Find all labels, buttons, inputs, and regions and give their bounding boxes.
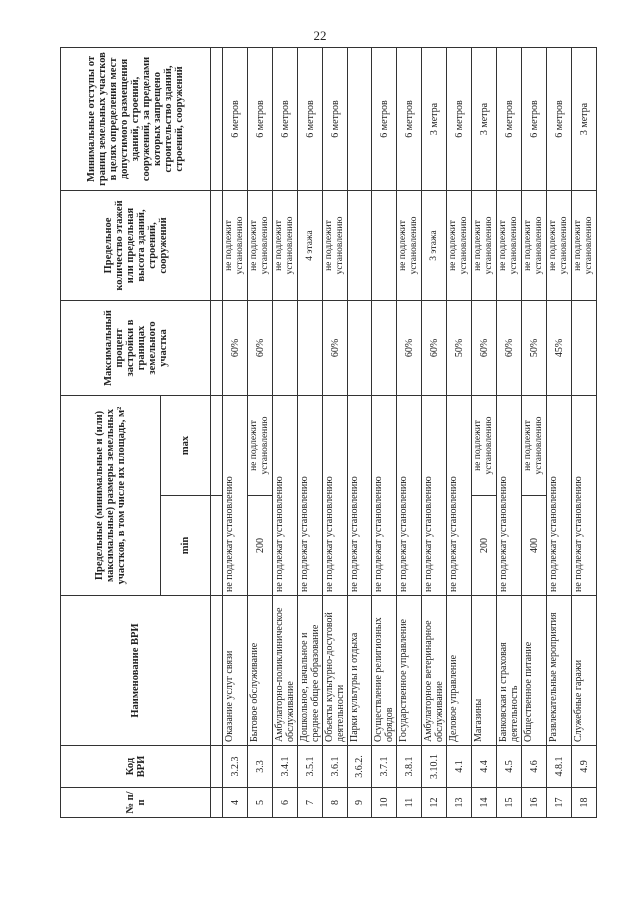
table-body xyxy=(223,47,597,817)
row-floors: не подлежит установлению xyxy=(323,190,348,300)
rotated-table-container xyxy=(60,48,594,818)
header-percent: Максимальный процент застройки в границах земельного участка xyxy=(61,300,211,395)
row-percent: 50% xyxy=(522,300,547,395)
row-size-min: 200 xyxy=(248,496,273,596)
row-size-merged: не подлежат установлению xyxy=(397,395,422,595)
row-floors: 3 этажа xyxy=(422,190,447,300)
row-name: Дошкольное, начальное и среднее общее образование xyxy=(298,596,323,746)
row-name: Бытовое обслуживание xyxy=(248,596,273,746)
row-setback: 3 метра xyxy=(572,47,597,190)
table-row xyxy=(522,47,547,817)
regulations-table xyxy=(60,47,597,818)
table-row xyxy=(223,47,248,817)
row-floors: не подлежит установлению xyxy=(547,190,572,300)
row-size-merged: не подлежат установлению xyxy=(298,395,323,595)
row-percent: 50% xyxy=(447,300,472,395)
header-code: Код ВРИ xyxy=(61,746,211,788)
row-setback: 6 метров xyxy=(372,47,397,190)
row-num: 6 xyxy=(273,788,298,818)
row-code: 3.3 xyxy=(248,746,273,788)
row-num: 13 xyxy=(447,788,472,818)
row-percent: 60% xyxy=(472,300,497,395)
row-size-max: не подлежит установлению xyxy=(522,395,547,495)
row-size-merged: не подлежат установлению xyxy=(323,395,348,595)
row-percent: 60% xyxy=(323,300,348,395)
row-percent xyxy=(348,300,372,395)
row-floors: не подлежит установлению xyxy=(273,190,298,300)
row-size-max: не подлежит установлению xyxy=(248,395,273,495)
row-setback: 6 метров xyxy=(248,47,273,190)
row-name: Банковская и страховая деятельность xyxy=(497,596,522,746)
row-setback: 6 метров xyxy=(497,47,522,190)
table-row xyxy=(298,47,323,817)
row-code: 4.9 xyxy=(572,746,597,788)
table-row xyxy=(273,47,298,817)
row-size-min: 200 xyxy=(472,496,497,596)
row-size-merged: не подлежат установлению xyxy=(547,395,572,595)
header-sizes: Предельные (минимальные и (или) максимальные) размеры земельных участков, в том числе их площадь, м² xyxy=(61,395,161,595)
row-setback: 6 метров xyxy=(323,47,348,190)
row-num: 4 xyxy=(223,788,248,818)
row-name: Амбулаторное ветеринарное обслуживание xyxy=(422,596,447,746)
row-size-merged: не подлежат установлению xyxy=(348,395,372,595)
row-name: Осуществление религиозных обрядов xyxy=(372,596,397,746)
row-num: 10 xyxy=(372,788,397,818)
spacer-row xyxy=(211,47,223,817)
row-floors xyxy=(348,190,372,300)
row-num: 12 xyxy=(422,788,447,818)
row-size-merged: не подлежат установлению xyxy=(223,395,248,595)
row-code: 4.1 xyxy=(447,746,472,788)
row-num: 14 xyxy=(472,788,497,818)
table-row xyxy=(248,47,273,817)
row-percent xyxy=(572,300,597,395)
table-row xyxy=(547,47,572,817)
table-row xyxy=(497,47,522,817)
table-row xyxy=(348,47,372,817)
row-floors xyxy=(372,190,397,300)
page-number: 22 xyxy=(313,28,327,43)
row-num: 11 xyxy=(397,788,422,818)
table-row xyxy=(422,47,447,817)
row-setback: 6 метров xyxy=(447,47,472,190)
row-percent: 60% xyxy=(223,300,248,395)
row-floors: не подлежит установлению xyxy=(472,190,497,300)
table-row xyxy=(323,47,348,817)
row-code: 3.6.1 xyxy=(323,746,348,788)
row-name: Служебные гаражи xyxy=(572,596,597,746)
row-num: 17 xyxy=(547,788,572,818)
row-name: Объекты культурно-досуговой деятельности xyxy=(323,596,348,746)
row-size-merged: не подлежат установлению xyxy=(447,395,472,595)
row-name: Государственное управление xyxy=(397,596,422,746)
row-percent: 60% xyxy=(397,300,422,395)
row-percent: 45% xyxy=(547,300,572,395)
row-floors: не подлежит установлению xyxy=(447,190,472,300)
header-num: № п/п xyxy=(61,788,211,818)
row-floors: не подлежит установлению xyxy=(572,190,597,300)
row-percent: 60% xyxy=(248,300,273,395)
row-size-min: 400 xyxy=(522,496,547,596)
row-num: 16 xyxy=(522,788,547,818)
row-code: 4.4 xyxy=(472,746,497,788)
row-num: 18 xyxy=(572,788,597,818)
row-name: Оказание услуг связи xyxy=(223,596,248,746)
row-num: 9 xyxy=(348,788,372,818)
row-name: Деловое управление xyxy=(447,596,472,746)
row-size-merged: не подлежат установлению xyxy=(572,395,597,595)
row-percent xyxy=(273,300,298,395)
row-code: 3.5.1 xyxy=(298,746,323,788)
header-floors: Предельное количество этажей или предельная высота зданий, строений, сооружений xyxy=(61,190,211,300)
row-setback: 6 метров xyxy=(298,47,323,190)
row-setback xyxy=(348,47,372,190)
row-floors: не подлежит установлению xyxy=(223,190,248,300)
table-row xyxy=(447,47,472,817)
row-size-max: не подлежит установлению xyxy=(472,395,497,495)
row-code: 4.5 xyxy=(497,746,522,788)
row-num: 15 xyxy=(497,788,522,818)
table-row xyxy=(572,47,597,817)
table-row xyxy=(372,47,397,817)
row-name: Магазины xyxy=(472,596,497,746)
row-percent: 60% xyxy=(422,300,447,395)
row-percent xyxy=(372,300,397,395)
header-min: min xyxy=(161,496,211,596)
row-code: 3.7.1 xyxy=(372,746,397,788)
row-setback: 6 метров xyxy=(223,47,248,190)
table-row xyxy=(397,47,422,817)
row-code: 3.2.3 xyxy=(223,746,248,788)
row-size-merged: не подлежат установлению xyxy=(372,395,397,595)
row-size-merged: не подлежат установлению xyxy=(273,395,298,595)
header-row xyxy=(61,47,161,817)
row-floors: не подлежит установлению xyxy=(248,190,273,300)
row-name: Амбулаторно-поликлиническое обслуживание xyxy=(273,596,298,746)
header-setback: Минимальные отступы от границ земельных участков в целях определения мест допустимого размещения зданий, строений, сооружений, за пределами которых запрещено строительство зданий, строений, сооружений xyxy=(61,47,211,190)
row-code: 3.8.1 xyxy=(397,746,422,788)
row-num: 8 xyxy=(323,788,348,818)
row-setback: 3 метра xyxy=(422,47,447,190)
row-setback: 6 метров xyxy=(522,47,547,190)
row-percent xyxy=(298,300,323,395)
row-setback: 3 метра xyxy=(472,47,497,190)
row-floors: не подлежит установлению xyxy=(497,190,522,300)
row-code: 3.10.1 xyxy=(422,746,447,788)
row-name: Общественное питание xyxy=(522,596,547,746)
row-code: 3.4.1 xyxy=(273,746,298,788)
row-size-merged: не подлежат установлению xyxy=(422,395,447,595)
row-size-merged: не подлежат установлению xyxy=(497,395,522,595)
row-setback: 6 метров xyxy=(273,47,298,190)
row-name: Парки культуры и отдыха xyxy=(348,596,372,746)
row-setback: 6 метров xyxy=(547,47,572,190)
row-floors: не подлежит установлению xyxy=(397,190,422,300)
row-num: 5 xyxy=(248,788,273,818)
header-max: max xyxy=(161,395,211,495)
row-code: 4.6 xyxy=(522,746,547,788)
header-name: Наименование ВРИ xyxy=(61,596,211,746)
table-row xyxy=(472,47,497,817)
row-floors: не подлежит установлению xyxy=(522,190,547,300)
row-percent: 60% xyxy=(497,300,522,395)
row-code: 4.8.1 xyxy=(547,746,572,788)
row-code: 3.6.2. xyxy=(348,746,372,788)
row-name: Развлекательные мероприятия xyxy=(547,596,572,746)
row-num: 7 xyxy=(298,788,323,818)
row-floors: 4 этажа xyxy=(298,190,323,300)
row-setback: 6 метров xyxy=(397,47,422,190)
